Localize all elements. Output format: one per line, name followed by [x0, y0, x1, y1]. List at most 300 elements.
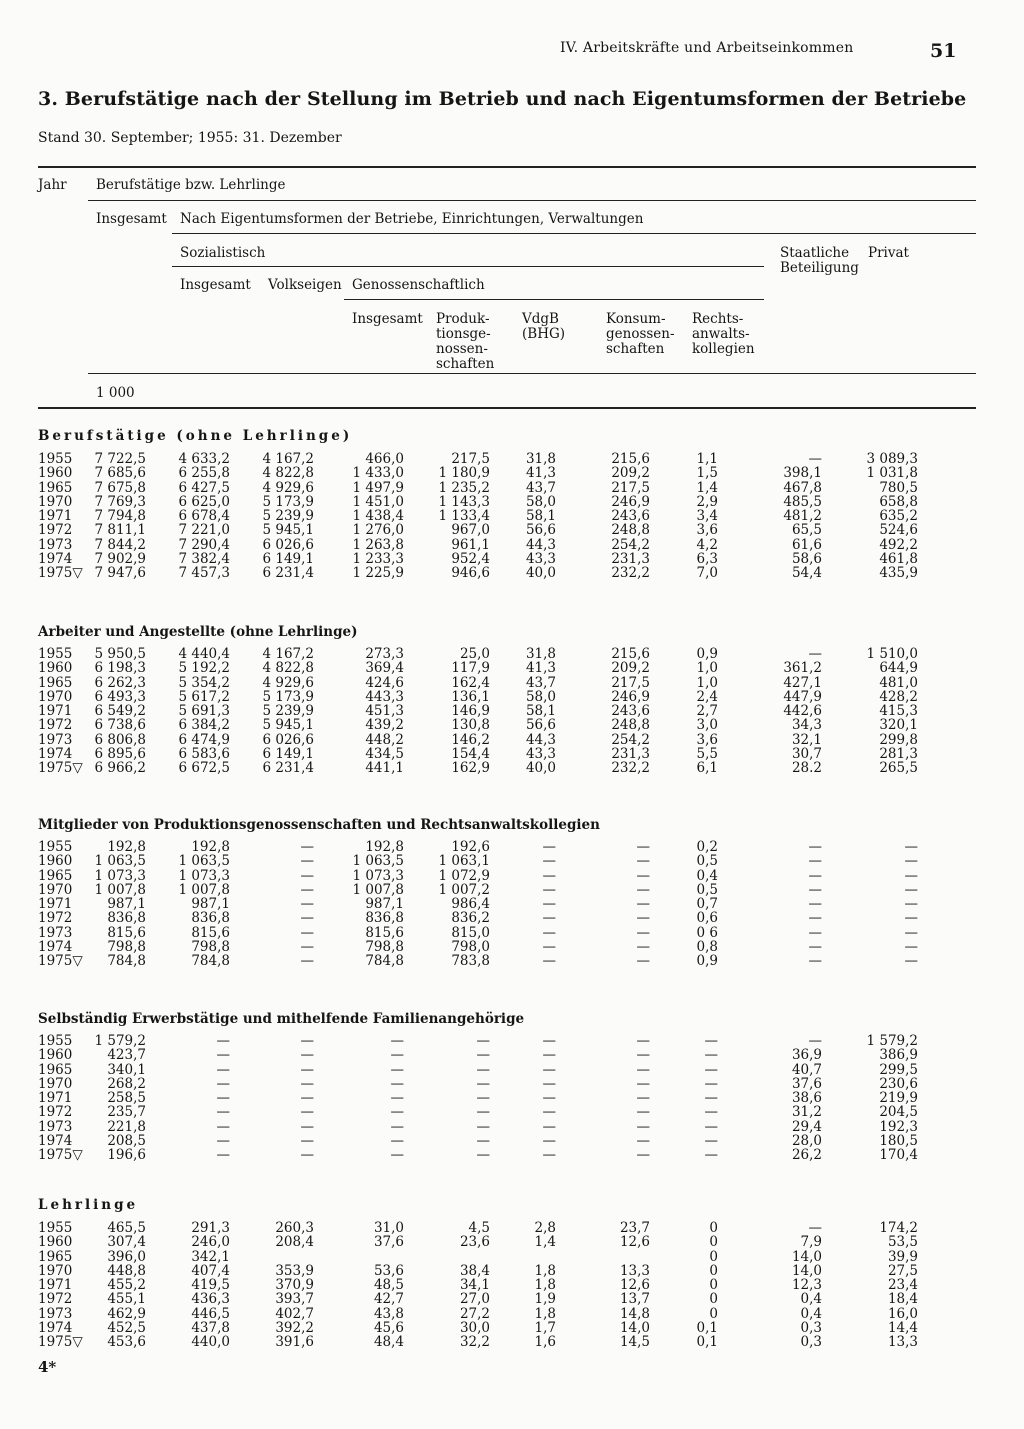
cell-insgesamt: 7 685,6 [94, 465, 146, 482]
cell-insgesamt: 7 675,8 [94, 479, 146, 496]
cell-gen-insgesamt: 42,7 [373, 1291, 404, 1308]
cell-privat: 492,2 [879, 536, 918, 553]
cell-soz-insgesamt: 5 617,2 [178, 688, 230, 705]
cell-produktion: — [476, 1133, 490, 1150]
table-row [0, 552, 1024, 566]
cell-year: 1972 [38, 910, 73, 927]
cell-konsum: 14,0 [619, 1320, 650, 1337]
cell-rechtsanwalt: — [704, 1061, 718, 1078]
cell-insgesamt: 455,2 [107, 1277, 146, 1294]
cell-volkseigen: 393,7 [275, 1291, 314, 1308]
cell-volkseigen: — [300, 881, 314, 898]
cell-rechtsanwalt: 0 [709, 1277, 718, 1294]
cell-gen-insgesamt: 31,0 [373, 1220, 404, 1236]
cell-privat: 299,8 [879, 731, 918, 748]
cell-produktion: 1 133,4 [438, 508, 490, 525]
cell-staatlich: — [808, 1220, 822, 1236]
header-rule-5 [88, 373, 976, 374]
cell-konsum: — [636, 881, 650, 898]
cell-gen-insgesamt: 1 233,3 [352, 551, 404, 568]
cell-produktion: 1 007,2 [438, 881, 490, 898]
cell-insgesamt: 7 811,1 [94, 522, 146, 539]
cell-staatlich: 65,5 [791, 522, 822, 539]
table-row [0, 661, 1024, 675]
cell-staatlich: 467,8 [783, 479, 822, 496]
cell-soz-insgesamt: 446,5 [191, 1305, 230, 1322]
cell-vdgb: 40,0 [525, 760, 556, 777]
cell-year: 1955 [38, 1220, 73, 1236]
cell-year: 1971 [38, 703, 73, 720]
cell-gen-insgesamt: 369,4 [365, 660, 404, 677]
header-top-rule [38, 166, 976, 168]
cell-year: 1973 [38, 1118, 73, 1135]
cell-staatlich: 0,3 [800, 1320, 822, 1337]
cell-volkseigen: 4 167,2 [262, 646, 314, 662]
cell-produktion: 27,0 [459, 1291, 490, 1308]
cell-staatlich: 61,6 [791, 536, 822, 553]
cell-produktion: 1 072,9 [438, 867, 490, 884]
cell-rechtsanwalt: 0 6 [696, 924, 718, 941]
cell-vdgb: — [542, 853, 556, 870]
cell-produktion: 146,2 [451, 731, 490, 748]
cell-konsum: 12,6 [619, 1277, 650, 1294]
cell-staatlich: — [808, 646, 822, 662]
cell-vdgb: 2,8 [534, 1220, 556, 1236]
cell-produktion: 117,9 [451, 660, 490, 677]
running-title: IV. Arbeitskräfte und Arbeitseinkommen [560, 40, 854, 56]
cell-year: 1960 [38, 1234, 73, 1251]
cell-insgesamt: 1 073,3 [94, 867, 146, 884]
table-row [0, 466, 1024, 480]
cell-privat: 3 089,3 [866, 451, 918, 467]
cell-produktion: 162,9 [451, 760, 490, 777]
section-rows [0, 452, 1024, 581]
cell-year: 1955 [38, 839, 73, 855]
cell-volkseigen: 392,2 [275, 1320, 314, 1337]
table-row [0, 747, 1024, 761]
table-row [0, 538, 1024, 552]
cell-year: 1965 [38, 674, 73, 691]
cell-soz-insgesamt: — [216, 1075, 230, 1092]
cell-rechtsanwalt: — [704, 1133, 718, 1150]
col-berufstaetige: Berufstätige bzw. Lehrlinge [96, 177, 286, 193]
cell-year: 1973 [38, 1305, 73, 1322]
cell-insgesamt: 7 794,8 [94, 508, 146, 525]
cell-insgesamt: 798,8 [107, 939, 146, 956]
cell-rechtsanwalt: 2,4 [696, 688, 718, 705]
cell-vdgb: 1,9 [534, 1291, 556, 1308]
cell-rechtsanwalt: — [704, 1033, 718, 1049]
cell-vdgb: — [542, 1090, 556, 1107]
cell-year: 1965 [38, 479, 73, 496]
col-produktion: Produk-tionsge-nossen-schaften [436, 311, 495, 372]
cell-rechtsanwalt: 0,9 [696, 953, 718, 970]
page-number: 51 [930, 40, 957, 62]
cell-produktion: 1 180,9 [438, 465, 490, 482]
cell-soz-insgesamt: 291,3 [191, 1220, 230, 1236]
cell-produktion: 34,1 [459, 1277, 490, 1294]
cell-insgesamt: 6 198,3 [94, 660, 146, 677]
cell-staatlich: 481,2 [783, 508, 822, 525]
cell-year: 1975▽ [38, 1334, 83, 1351]
cell-produktion: 986,4 [451, 896, 490, 913]
cell-staatlich: 361,2 [783, 660, 822, 677]
cell-konsum: — [636, 896, 650, 913]
cell-year: 1972 [38, 1291, 73, 1308]
cell-soz-insgesamt: 836,8 [191, 910, 230, 927]
cell-soz-insgesamt: 342,1 [191, 1248, 230, 1265]
cell-gen-insgesamt: 451,3 [365, 703, 404, 720]
cell-volkseigen: — [300, 896, 314, 913]
cell-konsum: — [636, 1147, 650, 1164]
cell-konsum: 232,2 [611, 760, 650, 777]
cell-rechtsanwalt: 0,5 [696, 881, 718, 898]
cell-privat: — [904, 896, 918, 913]
cell-vdgb: 41,3 [525, 465, 556, 482]
cell-volkseigen: 5 239,9 [262, 508, 314, 525]
cell-soz-insgesamt: 6 625,0 [178, 493, 230, 510]
cell-year: 1974 [38, 1133, 73, 1150]
cell-produktion: — [476, 1104, 490, 1121]
cell-gen-insgesamt: 798,8 [365, 939, 404, 956]
table-row [0, 1077, 1024, 1091]
cell-gen-insgesamt: — [390, 1147, 404, 1164]
cell-year: 1974 [38, 551, 73, 568]
cell-staatlich: 36,9 [791, 1047, 822, 1064]
cell-konsum: — [636, 867, 650, 884]
cell-produktion: 4,5 [468, 1220, 490, 1236]
cell-year: 1955 [38, 1033, 73, 1049]
cell-staatlich: 31,2 [791, 1104, 822, 1121]
cell-vdgb: 43,3 [525, 551, 556, 568]
cell-staatlich: 38,6 [791, 1090, 822, 1107]
col-sozialistisch: Sozialistisch [180, 245, 266, 261]
cell-konsum: 243,6 [611, 703, 650, 720]
table-row [0, 733, 1024, 747]
cell-staatlich: — [808, 451, 822, 467]
table-row [0, 1307, 1024, 1321]
cell-rechtsanwalt: 1,0 [696, 660, 718, 677]
cell-insgesamt: 6 493,3 [94, 688, 146, 705]
cell-soz-insgesamt: 5 354,2 [178, 674, 230, 691]
cell-volkseigen: 370,9 [275, 1277, 314, 1294]
cell-rechtsanwalt: — [704, 1047, 718, 1064]
cell-volkseigen: 6 026,6 [262, 731, 314, 748]
cell-vdgb: 1,8 [534, 1277, 556, 1294]
cell-volkseigen: — [300, 1133, 314, 1150]
cell-rechtsanwalt: 0 [709, 1248, 718, 1265]
cell-soz-insgesamt: 1 063,5 [178, 853, 230, 870]
table-row [0, 1105, 1024, 1119]
cell-konsum: 13,3 [619, 1262, 650, 1279]
cell-year: 1973 [38, 924, 73, 941]
cell-privat: 204,5 [879, 1104, 918, 1121]
cell-rechtsanwalt: 1,4 [696, 479, 718, 496]
cell-rechtsanwalt: 0,5 [696, 853, 718, 870]
cell-staatlich: — [808, 839, 822, 855]
cell-privat: — [904, 881, 918, 898]
cell-privat: 481,0 [879, 674, 918, 691]
cell-vdgb: 43,3 [525, 746, 556, 763]
cell-insgesamt: 7 844,2 [94, 536, 146, 553]
cell-soz-insgesamt: — [216, 1033, 230, 1049]
cell-volkseigen: — [300, 1118, 314, 1135]
section-title: Selbständig Erwerbstätige und mithelfende Familienangehörige [38, 1011, 525, 1027]
cell-soz-insgesamt: 436,3 [191, 1291, 230, 1308]
cell-insgesamt: 455,1 [107, 1291, 146, 1308]
table-row [0, 1278, 1024, 1292]
table-row [0, 509, 1024, 523]
cell-rechtsanwalt: 2,7 [696, 703, 718, 720]
cell-rechtsanwalt: 0,7 [696, 896, 718, 913]
cell-soz-insgesamt: 5 691,3 [178, 703, 230, 720]
cell-staatlich: 447,9 [783, 688, 822, 705]
cell-vdgb: 58,1 [525, 703, 556, 720]
cell-soz-insgesamt: 246,0 [191, 1234, 230, 1251]
cell-konsum: 254,2 [611, 731, 650, 748]
cell-soz-insgesamt: 6 427,5 [178, 479, 230, 496]
cell-vdgb: — [542, 924, 556, 941]
cell-konsum: 14,8 [619, 1305, 650, 1322]
cell-volkseigen: 4 929,6 [262, 479, 314, 496]
cell-volkseigen: — [300, 1090, 314, 1107]
cell-soz-insgesamt: 815,6 [191, 924, 230, 941]
cell-privat: 13,3 [887, 1334, 918, 1351]
unit-label: 1 000 [96, 385, 135, 401]
cell-konsum: — [636, 924, 650, 941]
cell-privat: 415,3 [879, 703, 918, 720]
table-row [0, 869, 1024, 883]
cell-produktion: 815,0 [451, 924, 490, 941]
cell-staatlich: 26,2 [791, 1147, 822, 1164]
section-rows [0, 1221, 1024, 1350]
cell-produktion: 30,0 [459, 1320, 490, 1337]
cell-konsum: 12,6 [619, 1234, 650, 1251]
table-row [0, 1292, 1024, 1306]
cell-year: 1972 [38, 522, 73, 539]
cell-insgesamt: 1 007,8 [94, 881, 146, 898]
cell-year: 1975▽ [38, 1147, 83, 1164]
cell-privat: 299,5 [879, 1061, 918, 1078]
cell-insgesamt: 221,8 [107, 1118, 146, 1135]
cell-gen-insgesamt: 1 276,0 [352, 522, 404, 539]
cell-volkseigen: 260,3 [275, 1220, 314, 1236]
cell-gen-insgesamt: 37,6 [373, 1234, 404, 1251]
col-genossenschaftlich: Genossenschaftlich [352, 277, 485, 293]
cell-insgesamt: 307,4 [107, 1234, 146, 1251]
cell-volkseigen: — [300, 953, 314, 970]
cell-rechtsanwalt: 0,2 [696, 839, 718, 855]
cell-produktion: — [476, 1090, 490, 1107]
cell-soz-insgesamt: 6 384,2 [178, 717, 230, 734]
cell-rechtsanwalt: 0 [709, 1220, 718, 1236]
table-row [0, 897, 1024, 911]
cell-rechtsanwalt: 3,0 [696, 717, 718, 734]
cell-konsum: — [636, 853, 650, 870]
cell-staatlich: 14,0 [791, 1248, 822, 1265]
cell-volkseigen: 6 231,4 [262, 760, 314, 777]
cell-insgesamt: 815,6 [107, 924, 146, 941]
table-row [0, 854, 1024, 868]
cell-insgesamt: 7 902,9 [94, 551, 146, 568]
cell-vdgb: 41,3 [525, 660, 556, 677]
cell-staatlich: 7,9 [800, 1234, 822, 1251]
cell-staatlich: — [808, 910, 822, 927]
cell-gen-insgesamt: 45,6 [373, 1320, 404, 1337]
cell-year: 1960 [38, 1047, 73, 1064]
table-row [0, 495, 1024, 509]
table-row [0, 1034, 1024, 1048]
cell-privat: 14,4 [887, 1320, 918, 1337]
cell-volkseigen: — [300, 1033, 314, 1049]
cell-konsum: 243,6 [611, 508, 650, 525]
cell-insgesamt: 1 063,5 [94, 853, 146, 870]
cell-privat: — [904, 939, 918, 956]
cell-gen-insgesamt: 434,5 [365, 746, 404, 763]
cell-vdgb: 58,0 [525, 688, 556, 705]
cell-volkseigen: 5 945,1 [262, 522, 314, 539]
cell-volkseigen: — [300, 1147, 314, 1164]
cell-year: 1974 [38, 1320, 73, 1337]
cell-produktion: — [476, 1118, 490, 1135]
section-rows [0, 647, 1024, 776]
cell-rechtsanwalt: 0 [709, 1291, 718, 1308]
table-row [0, 1264, 1024, 1278]
cell-staatlich: — [808, 953, 822, 970]
cell-volkseigen: — [300, 939, 314, 956]
cell-produktion: 1 063,1 [438, 853, 490, 870]
cell-rechtsanwalt: 0,8 [696, 939, 718, 956]
cell-konsum: 248,8 [611, 717, 650, 734]
cell-soz-insgesamt: 6 678,4 [178, 508, 230, 525]
cell-rechtsanwalt: 0,4 [696, 867, 718, 884]
cell-year: 1970 [38, 1075, 73, 1092]
cell-vdgb: 56,6 [525, 522, 556, 539]
header-bottom-rule [38, 407, 976, 409]
cell-year: 1974 [38, 939, 73, 956]
cell-privat: 320,1 [879, 717, 918, 734]
cell-gen-insgesamt: 448,2 [365, 731, 404, 748]
cell-vdgb: 1,6 [534, 1334, 556, 1351]
table-row [0, 911, 1024, 925]
section-title: Lehrlinge [38, 1197, 139, 1213]
cell-gen-insgesamt: — [390, 1047, 404, 1064]
cell-produktion: — [476, 1075, 490, 1092]
cell-insgesamt: 5 950,5 [94, 646, 146, 662]
cell-insgesamt: 836,8 [107, 910, 146, 927]
cell-privat: 635,2 [879, 508, 918, 525]
cell-vdgb: — [542, 910, 556, 927]
cell-produktion: 836,2 [451, 910, 490, 927]
table-row [0, 1335, 1024, 1349]
cell-rechtsanwalt: 1,0 [696, 674, 718, 691]
cell-soz-insgesamt: — [216, 1147, 230, 1164]
cell-soz-insgesamt: — [216, 1133, 230, 1150]
cell-produktion: 1 235,2 [438, 479, 490, 496]
cell-year: 1975▽ [38, 760, 83, 777]
cell-gen-insgesamt: 273,3 [365, 646, 404, 662]
cell-privat: — [904, 953, 918, 970]
cell-gen-insgesamt: 48,5 [373, 1277, 404, 1294]
cell-privat: 265,5 [879, 760, 918, 777]
cell-staatlich: 0,3 [800, 1334, 822, 1351]
table-row [0, 954, 1024, 968]
cell-gen-insgesamt: — [390, 1133, 404, 1150]
cell-konsum: 231,3 [611, 551, 650, 568]
cell-year: 1975▽ [38, 953, 83, 970]
cell-soz-insgesamt: 4 633,2 [178, 451, 230, 467]
cell-volkseigen: — [300, 853, 314, 870]
cell-vdgb: — [542, 1133, 556, 1150]
table-row [0, 1221, 1024, 1235]
cell-privat: 658,8 [879, 493, 918, 510]
cell-staatlich: — [808, 853, 822, 870]
cell-soz-insgesamt: 6 255,8 [178, 465, 230, 482]
cell-vdgb: 40,0 [525, 565, 556, 582]
table-row [0, 704, 1024, 718]
cell-vdgb: — [542, 1104, 556, 1121]
cell-konsum: 217,5 [611, 479, 650, 496]
cell-konsum: 232,2 [611, 565, 650, 582]
cell-privat: 39,9 [887, 1248, 918, 1265]
cell-staatlich: 485,5 [783, 493, 822, 510]
cell-volkseigen: 6 026,6 [262, 536, 314, 553]
cell-rechtsanwalt: 3,6 [696, 731, 718, 748]
cell-vdgb: 43,7 [525, 479, 556, 496]
cell-volkseigen: 4 822,8 [262, 660, 314, 677]
cell-insgesamt: 235,7 [107, 1104, 146, 1121]
cell-year: 1973 [38, 731, 73, 748]
cell-rechtsanwalt: 1,5 [696, 465, 718, 482]
cell-konsum: 209,2 [611, 465, 650, 482]
cell-privat: — [904, 839, 918, 855]
cell-insgesamt: 7 722,5 [94, 451, 146, 467]
cell-staatlich: 0,4 [800, 1305, 822, 1322]
cell-soz-insgesamt: 798,8 [191, 939, 230, 956]
cell-vdgb: 43,7 [525, 674, 556, 691]
cell-soz-insgesamt: 987,1 [191, 896, 230, 913]
table-row [0, 940, 1024, 954]
cell-soz-insgesamt: 7 382,4 [178, 551, 230, 568]
cell-soz-insgesamt: 407,4 [191, 1262, 230, 1279]
cell-insgesamt: 208,5 [107, 1133, 146, 1150]
cell-volkseigen: 6 149,1 [262, 551, 314, 568]
cell-insgesamt: 340,1 [107, 1061, 146, 1078]
cell-volkseigen: 353,9 [275, 1262, 314, 1279]
col-vdgb: VdgB (BHG) [522, 311, 566, 342]
cell-konsum: — [636, 1047, 650, 1064]
cell-vdgb: 31,8 [525, 451, 556, 467]
cell-privat: 27,5 [887, 1262, 918, 1279]
cell-konsum: — [636, 1118, 650, 1135]
cell-privat: — [904, 910, 918, 927]
cell-year: 1975▽ [38, 565, 83, 582]
cell-year: 1970 [38, 881, 73, 898]
cell-soz-insgesamt: 6 474,9 [178, 731, 230, 748]
table-row [0, 1120, 1024, 1134]
cell-year: 1970 [38, 493, 73, 510]
col-rechtsanwalt: Rechts-anwalts-kollegien [692, 311, 755, 357]
table-row [0, 1321, 1024, 1335]
cell-vdgb: — [542, 1147, 556, 1164]
cell-staatlich: — [808, 939, 822, 956]
cell-soz-insgesamt: 1 073,3 [178, 867, 230, 884]
cell-staatlich: 54,4 [791, 565, 822, 582]
cell-vdgb: — [542, 896, 556, 913]
cell-gen-insgesamt: — [390, 1033, 404, 1049]
cell-year: 1965 [38, 1248, 73, 1265]
cell-year: 1971 [38, 508, 73, 525]
